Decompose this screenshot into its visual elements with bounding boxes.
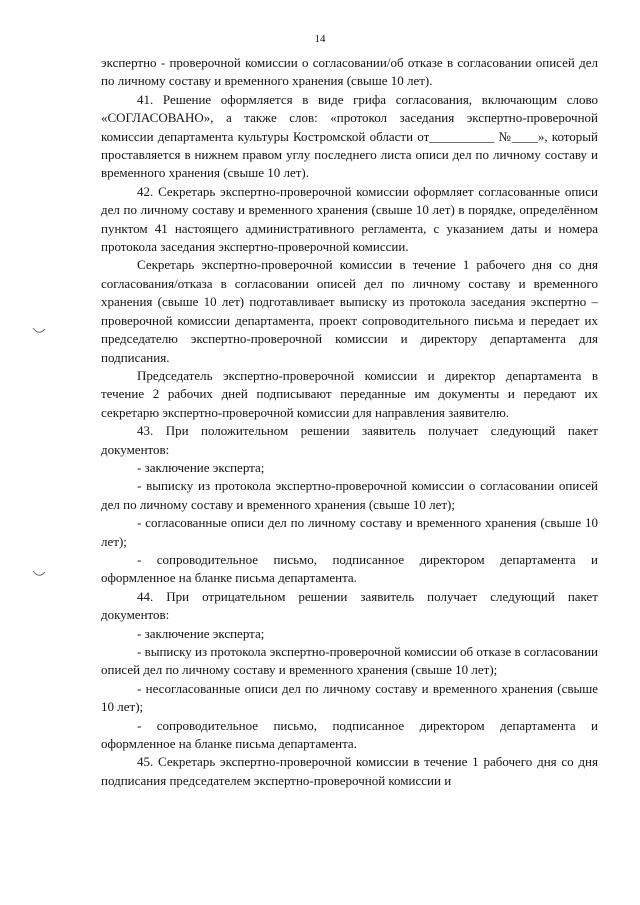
punch-mark-upper bbox=[32, 327, 46, 335]
list-item: - выписку из протокола экспертно-проверочной комиссии о согласовании описей дел по личному составу и временного хранения (свыше 10 лет); bbox=[101, 478, 598, 512]
paragraph-item-43: 43. При положительном решении заявитель получает следующий пакет документов: bbox=[101, 423, 598, 457]
paragraph-secretary-duties: Секретарь экспертно-проверочной комиссии в течение 1 рабочего дня со дня согласования/отказа в согласовании описей дел по личному составу и временного хранения (свыше 10 лет) подготавливает выписку из протокола заседания экспертно – проверочной комиссии департамента, проект сопроводительного письма и передает их председателю экспертно-проверочной комиссии и директору департамента для подписания. bbox=[101, 257, 598, 365]
body-text bbox=[101, 54, 598, 790]
list-item: - несогласованные описи дел по личному составу и временного хранения (свыше 10 лет); bbox=[101, 680, 598, 715]
paragraph-item-41: 41. Решение оформляется в виде грифа согласования, включающим слово «СОГЛАСОВАНО», а также слов: «протокол заседания экспертно-проверочной комиссии департамента культуры Костромской области от__________ №____», который проставляется в нижнем правом углу последнего листа описи дел по личному составу и временного хранения (свыше 10 лет). bbox=[101, 91, 598, 181]
paragraph-item-44: 44. При отрицательном решении заявитель получает следующий пакет документов: bbox=[101, 588, 598, 623]
paragraph-continuation: экспертно - проверочной комиссии о согласовании/об отказе в согласовании описей дел по личному составу и временного хранения (свыше 10 лет). bbox=[101, 55, 598, 89]
paragraph-chair-director: Председатель экспертно-проверочной комиссии и директор департамента в течение 2 рабочих дней подписывают переданные им документы и передают их секретарю экспертно-проверочной комиссии для направления заявителю. bbox=[101, 367, 598, 420]
list-item: - сопроводительное письмо, подписанное директором департамента и оформленное на бланке письма департамента. bbox=[101, 551, 598, 586]
punch-mark-lower bbox=[32, 570, 46, 578]
list-item: - согласованные описи дел по личному составу и временного хранения (свыше 10 лет); bbox=[101, 515, 598, 549]
list-item: - заключение эксперта; bbox=[137, 625, 265, 641]
page-number: 14 bbox=[314, 33, 326, 45]
paragraph-item-42: 42. Секретарь экспертно-проверочной комиссии оформляет согласованные описи дел по личному составу и временного хранения (свыше 10 лет) в порядке, определённом пунктом 41 настоящего административного регламента, с указанием даты и номера протокола заседания экспертно-проверочной комиссии. bbox=[101, 183, 598, 255]
paragraph-item-45: 45. Секретарь экспертно-проверочной комиссии в течение 1 рабочего дня со дня подписания председателем экспертно-проверочной комиссии и bbox=[101, 754, 598, 788]
list-item: - заключение эксперта; bbox=[137, 459, 265, 475]
list-item: - сопроводительное письмо, подписанное директором департамента и оформленное на бланке письма департамента. bbox=[101, 717, 598, 752]
list-item: - выписку из протокола экспертно-проверочной комиссии об отказе в согласовании описей дел по личному составу и временного хранения (свыше 10 лет); bbox=[101, 644, 598, 678]
